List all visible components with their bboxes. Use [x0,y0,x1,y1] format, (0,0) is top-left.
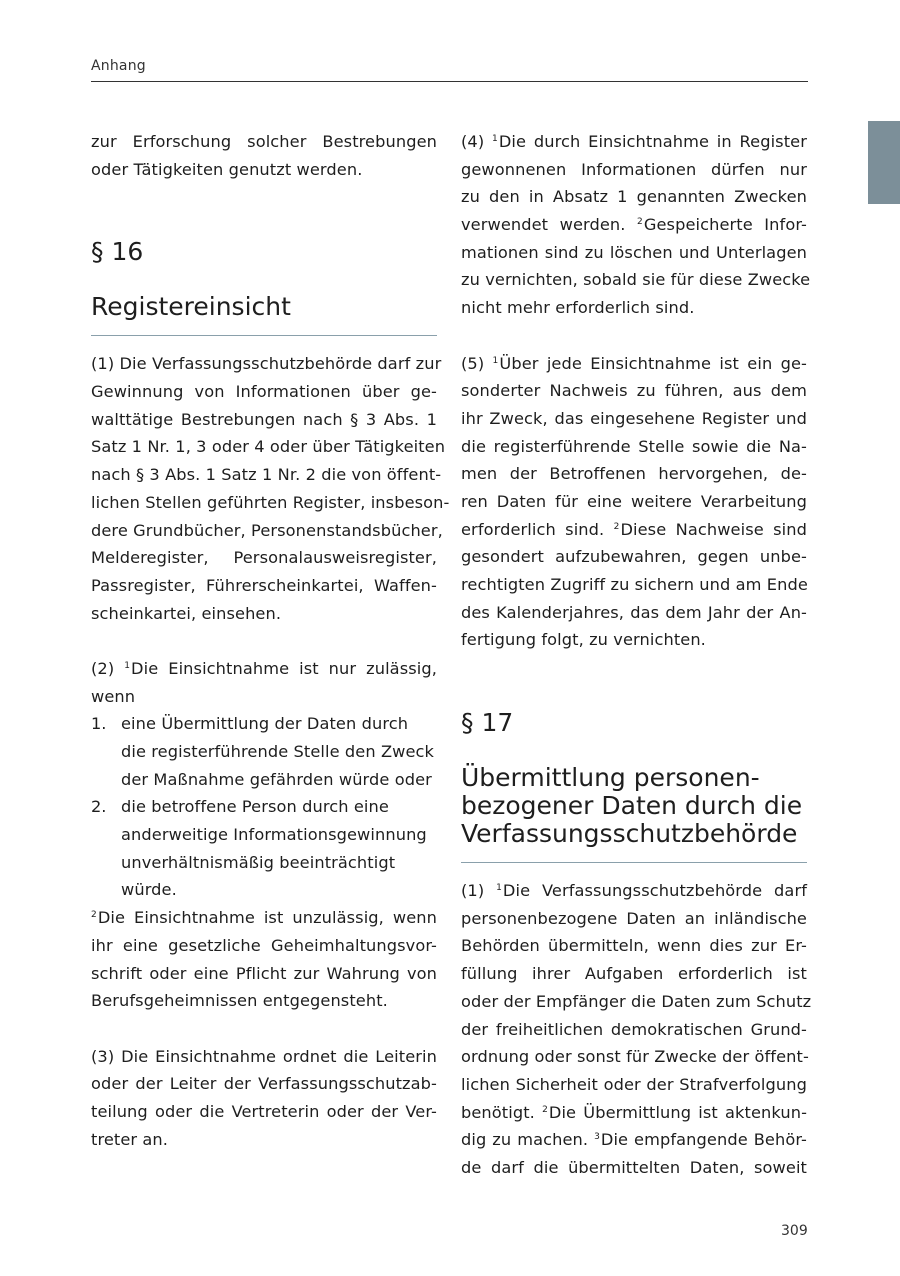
text-line: zu vernichten, sobald sie für diese Zwecke [461,270,811,290]
left-column [91,128,450,1153]
text-line: men der Betroffenen hervorgehen, de- [461,464,807,484]
text-line: Behörden übermitteln, wenn dies zur Er- [461,936,807,956]
text-line: schrift oder eine Pflicht zur Wahrung von [91,963,437,983]
section-title: Registereinsicht [91,292,291,322]
text-line: $^2$Die Einsichtnahme ist unzulässig, wenn [91,908,437,928]
text-line: ordnung oder sonst für Zwecke der öffent- [461,1047,809,1067]
paragraph-5 [461,350,807,655]
sentence-number: 1 [492,355,499,366]
text-line: (1) Die Verfassungsschutzbehörde darf zur [91,354,442,374]
title-rule [461,862,807,863]
text-line: der freiheitlichen demokratischen Grund- [461,1019,807,1039]
text-line: Satz 1 Nr. 1, 3 oder 4 oder über Tätigkeiten [91,437,446,457]
text-line: (5) $^1$Über jede Einsichtnahme ist ein ge- [461,353,807,373]
text-line: der Maßnahme gefährden würde oder [121,769,432,789]
section-title [461,764,807,848]
text-line: benötigt. $^2$Die Übermittlung ist aktenkun- [461,1102,808,1122]
paragraph-1 [461,877,812,1182]
list-number: 2. [91,797,107,817]
section-number: § 16 [91,237,144,267]
page-number: 309 [781,1223,808,1239]
text-line: lichen Stellen geführten Register, insbeson- [91,492,450,512]
text-line: nicht mehr erforderlich sind. [461,298,695,318]
text-line: verwendet werden. $^2$Gespeicherte Infor- [461,215,807,235]
text-line: ihr eine gesetzliche Geheimhaltungsvor- [91,935,437,955]
sentence-number: 1 [492,134,498,144]
text-line: erforderlich sind. $^2$Diese Nachweise sind [461,519,807,539]
text-line: (4) $^1$Die durch Einsichtnahme in Register [461,132,807,151]
sentence-number: 1 [124,660,131,671]
text-line: dere Grundbücher, Personenstandsbücher, [91,520,443,540]
text-line: rechtigten Zugriff zu sichern und am Ende [461,575,808,594]
text-line: anderweitige Informationsgewinnung [121,825,427,845]
text-line: personenbezogene Daten an inländische [461,908,807,928]
sentence-number: 1 [496,883,502,894]
text-line: teilung oder die Vertreterin oder der Ver- [91,1101,437,1121]
right-column [461,128,812,1182]
text-line: (2) $^1$Die Einsichtnahme ist nur zulässig, [91,658,437,678]
text-line: oder der Empfänger die Daten zum Schutz [461,991,812,1011]
text-line: (1) $^1$Die Verfassungsschutzbehörde darf [461,881,807,901]
text-line: sonderter Nachweis zu führen, aus dem [461,381,807,401]
text-line: fertigung folgt, zu vernichten. [461,630,706,650]
text-line: walttätige Bestrebungen nach § 3 Abs. 1 [91,409,437,429]
title-line: Übermittlung personen- [461,763,760,793]
text-line: de darf die übermittelten Daten, soweit [461,1157,807,1177]
text-line: gewonnenen Informationen dürfen nur [461,159,807,179]
header-label: Anhang [91,58,146,74]
text-line: mationen sind zu löschen und Unterlagen [461,242,807,262]
paragraph-1 [91,350,450,627]
text-line: wenn [91,686,136,706]
text-line: ren Daten für eine weitere Verarbeitung [461,491,807,511]
text-line: Melderegister, Personalausweisregister, [91,548,437,568]
text-line: Gewinnung von Informationen über ge- [91,382,437,402]
text-line: oder der Leiter der Verfassungsschutzab- [91,1074,437,1094]
chapter-thumb-tab [868,121,900,204]
text-line: unverhältnismäßig beeinträchtigt [121,852,396,872]
sentence-number: 2 [613,521,620,532]
title-rule [91,335,437,336]
text-line: eine Übermittlung der Daten durch [121,714,409,734]
text-line: nach § 3 Abs. 1 Satz 1 Nr. 2 die von öffent- [91,465,442,485]
paragraph-4 [461,128,811,322]
sentence-number: 3 [594,1132,600,1143]
list-item [91,710,437,793]
text-line: zur Erforschung solcher Bestrebungen [91,132,437,151]
text-line: dig zu machen. $^3$Die empfangende Behör- [461,1130,807,1150]
text-line: würde. [121,880,177,900]
text-line: Passregister, Führerscheinkartei, Waffen- [91,575,437,595]
text-line: gesondert aufzubewahren, gegen unbe- [461,547,807,567]
paragraph-2 [91,655,437,1015]
sentence-number: 2 [91,910,97,921]
text-line: lichen Sicherheit oder der Strafverfolgung [461,1074,807,1094]
text-line: treter an. [91,1129,169,1149]
list-item [91,793,437,904]
text-line: oder Tätigkeiten genutzt werden. [91,159,363,179]
continuation-paragraph [91,128,437,183]
text-line: (3) Die Einsichtnahme ordnet die Leiterin [91,1046,437,1066]
list-number: 1. [91,714,107,734]
sentence-number: 2 [542,1104,548,1115]
text-line: füllung ihrer Aufgaben erforderlich ist [461,964,807,984]
header-rule [91,81,808,82]
section-number: § 17 [461,708,514,738]
text-line: scheinkartei, einsehen. [91,603,282,623]
text-line: Berufsgeheimnissen entgegensteht. [91,991,388,1011]
text-line: des Kalenderjahres, das dem Jahr der An- [461,602,807,622]
title-line: Verfassungsschutzbehörde [461,819,798,849]
text-line: die registerführende Stelle sowie die Na- [461,436,807,456]
text-line: zu den in Absatz 1 genannten Zwecken [461,187,807,207]
paragraph-3 [91,1043,437,1154]
sentence-number: 2 [637,217,643,228]
text-line: die betroffene Person durch eine [121,797,389,817]
text-line: ihr Zweck, das eingesehene Register und [461,408,807,428]
text-line: die registerführende Stelle den Zweck [121,742,435,761]
title-line: bezogener Daten durch die [461,791,803,821]
